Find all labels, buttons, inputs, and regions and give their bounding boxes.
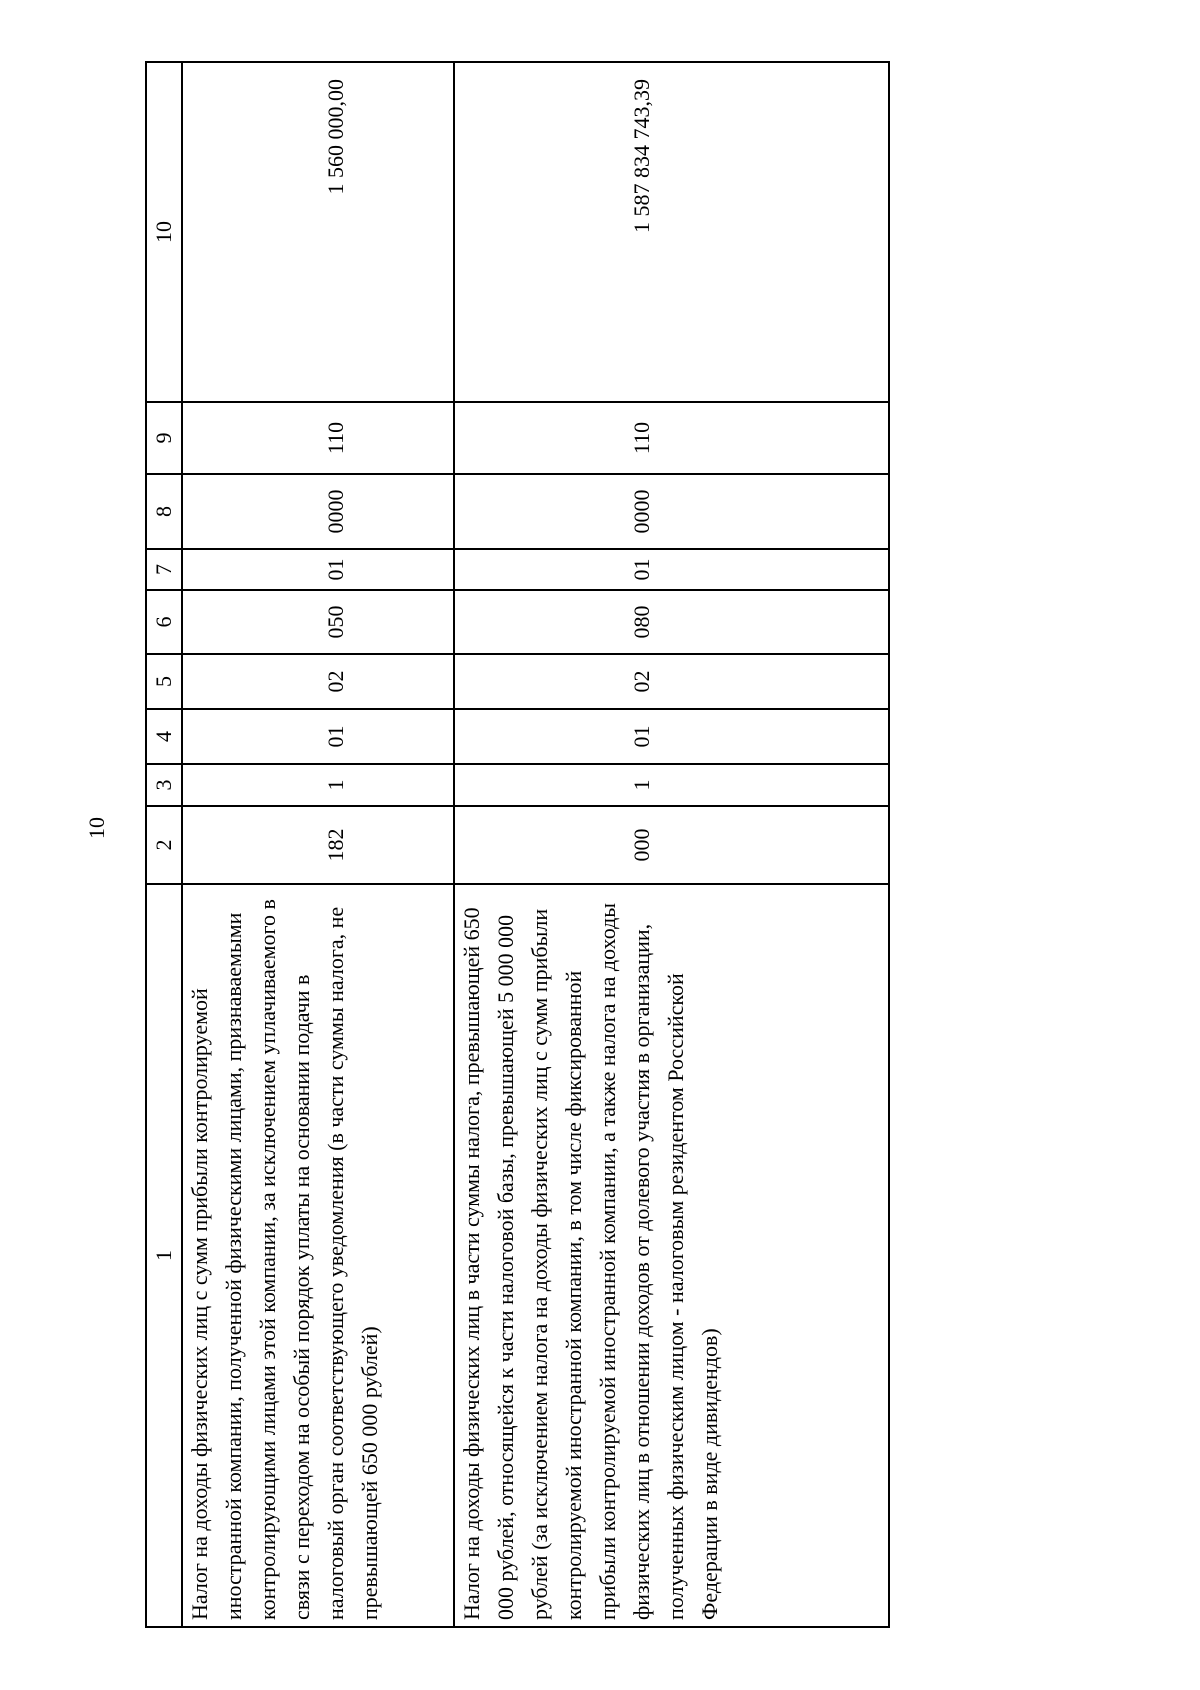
header-cell: 9 <box>146 402 182 474</box>
code-value: 01 <box>323 725 348 748</box>
header-cell: 6 <box>146 590 182 654</box>
code-cell <box>454 549 889 590</box>
code-cell <box>454 590 889 654</box>
table-row <box>454 62 889 1627</box>
code-value: 01 <box>323 558 348 581</box>
code-cell <box>182 709 454 764</box>
page-number: 10 <box>84 817 109 839</box>
header-cell: 8 <box>146 474 182 549</box>
code-value: 02 <box>629 670 654 693</box>
code-value: 182 <box>323 828 348 862</box>
budget-table <box>145 61 890 1628</box>
header-cell: 3 <box>146 764 182 806</box>
code-value: 000 <box>629 828 654 862</box>
code-value: 1 <box>629 779 654 791</box>
code-value: 0000 <box>629 489 654 534</box>
code-cell <box>182 590 454 654</box>
code-value: 0000 <box>323 489 348 534</box>
row-description: Налог на доходы физических лиц с сумм прибыли контролируемой иностранной компании, полученной физическими лицами, признаваемыми контролирующими лицами этой компании, за исключением уплачиваемого в связи с переходом на особый порядок уплаты на основании подачи в налоговый орган соответствующего уведомления (в части суммы налога, не превышающей 650 000 рублей) <box>182 884 454 1627</box>
code-cell <box>454 474 889 549</box>
code-cell <box>182 549 454 590</box>
header-cell: 10 <box>146 62 182 402</box>
code-value: 050 <box>323 605 348 639</box>
code-value: 110 <box>323 421 348 455</box>
header-cell: 5 <box>146 654 182 709</box>
row-description: Налог на доходы физических лиц в части суммы налога, превышающей 650 000 рублей, относящейся к части налоговой базы, превышающей 5 000 000 рублей (за исключением налога на доходы физических лиц с сумм прибыли контролируемой иностранной компании, в том числе фиксированной прибыли контролируемой иностранной компании, а также налога на доходы физических лиц в отношении доходов от долевого участия в организации, полученных физическим лицом - налоговым резидентом Российской Федерации в виде дивидендов) <box>454 884 889 1627</box>
code-value: 01 <box>629 725 654 748</box>
rotated-table-container <box>145 63 886 1628</box>
amount-value: 1 560 000,00 <box>323 79 348 195</box>
amount-value: 1 587 834 743,39 <box>629 79 654 233</box>
code-cell <box>454 654 889 709</box>
code-cell <box>454 764 889 806</box>
code-value: 1 <box>323 779 348 791</box>
amount-cell <box>182 62 454 402</box>
code-cell <box>454 402 889 474</box>
code-cell <box>454 806 889 884</box>
code-value: 02 <box>323 670 348 693</box>
code-cell <box>182 806 454 884</box>
header-cell: 4 <box>146 709 182 764</box>
code-value: 110 <box>629 421 654 455</box>
table-row <box>182 62 454 1627</box>
header-cell: 1 <box>146 884 182 1627</box>
amount-cell <box>454 62 889 402</box>
header-row <box>146 62 182 1627</box>
header-cell: 7 <box>146 549 182 590</box>
code-cell <box>182 764 454 806</box>
code-value: 080 <box>629 605 654 639</box>
code-value: 01 <box>629 558 654 581</box>
code-cell <box>182 402 454 474</box>
code-cell <box>454 709 889 764</box>
code-cell <box>182 654 454 709</box>
header-cell: 2 <box>146 806 182 884</box>
code-cell <box>182 474 454 549</box>
